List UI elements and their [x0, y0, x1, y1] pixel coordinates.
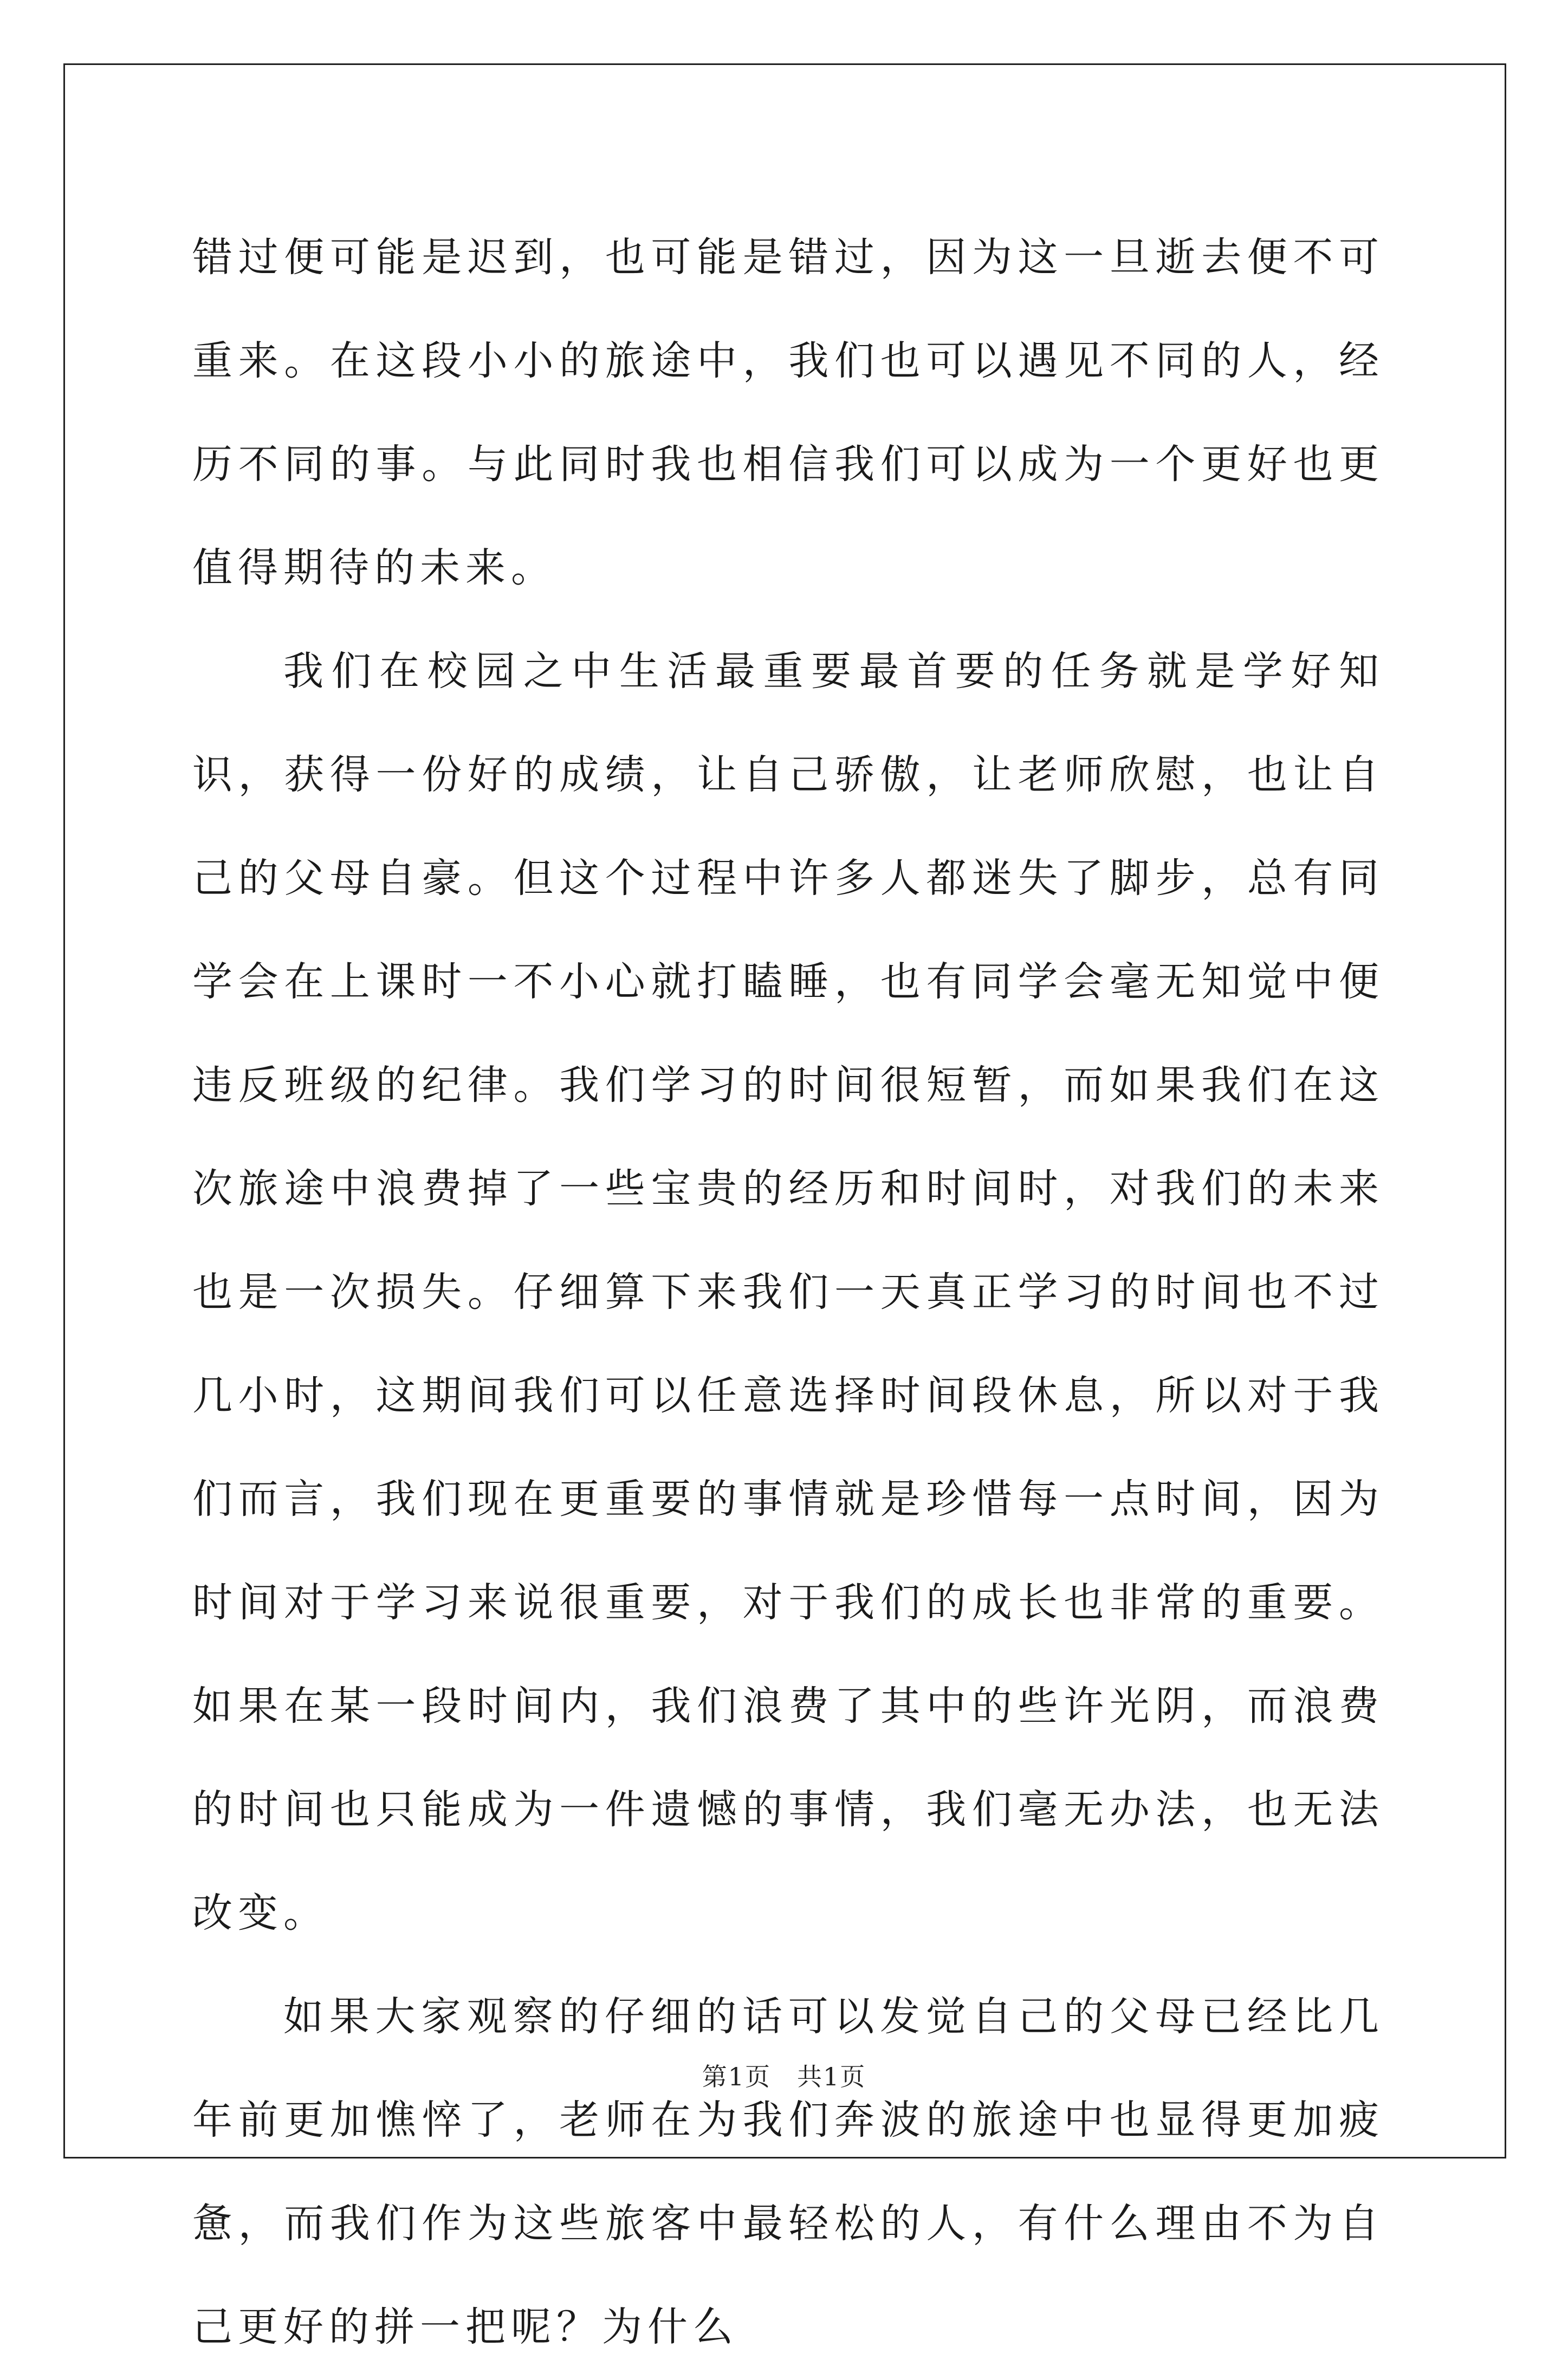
paragraph-2: 我们在校园之中生活最重要最首要的任务就是学好知识，获得一份好的成绩，让自己骄傲，让老师欣慰，也让自己的父母自豪。但这个过程中许多人都迷失了脚步，总有同学会在上课时一不小心就打瞌睡，也有同学会毫无知觉中便违反班级的纪律。我们学习的时间很短暂，而如果我们在这次旅途中浪费掉了一些宝贵的经历和时间时，对我们的未来也是一次损失。仔细算下来我们一天真正学习的时间也不过几小时，这期间我们可以任意选择时间段休息，所以对于我们而言，我们现在更重要的事情就是珍惜每一点时间，因为时间对于学习来说很重要，对于我们的成长也非常的重要。如果在某一段时间内，我们浪费了其中的些许光阴，而浪费的时间也只能成为一件遗憾的事情，我们毫无办法，也无法改变。 — [192, 648, 1384, 1936]
paragraph-1: 错过便可能是迟到，也可能是错过，因为这一旦逝去便不可重来。在这段小小的旅途中，我们也可以遇见不同的人，经历不同的事。与此同时我也相信我们可以成为一个更好也更值得期待的未来。 — [192, 234, 1384, 591]
document-body — [192, 206, 1384, 2379]
paragraph-3: 如果大家观察的仔细的话可以发觉自己的父母已经比几年前更加憔悴了，老师在为我们奔波的旅途中也显得更加疲惫，而我们作为这些旅客中最轻松的人，有什么理由不为自己更好的拼一把呢？为什么 — [192, 1993, 1384, 2350]
page-number-footer: 第1页 共1页 — [702, 2062, 866, 2091]
